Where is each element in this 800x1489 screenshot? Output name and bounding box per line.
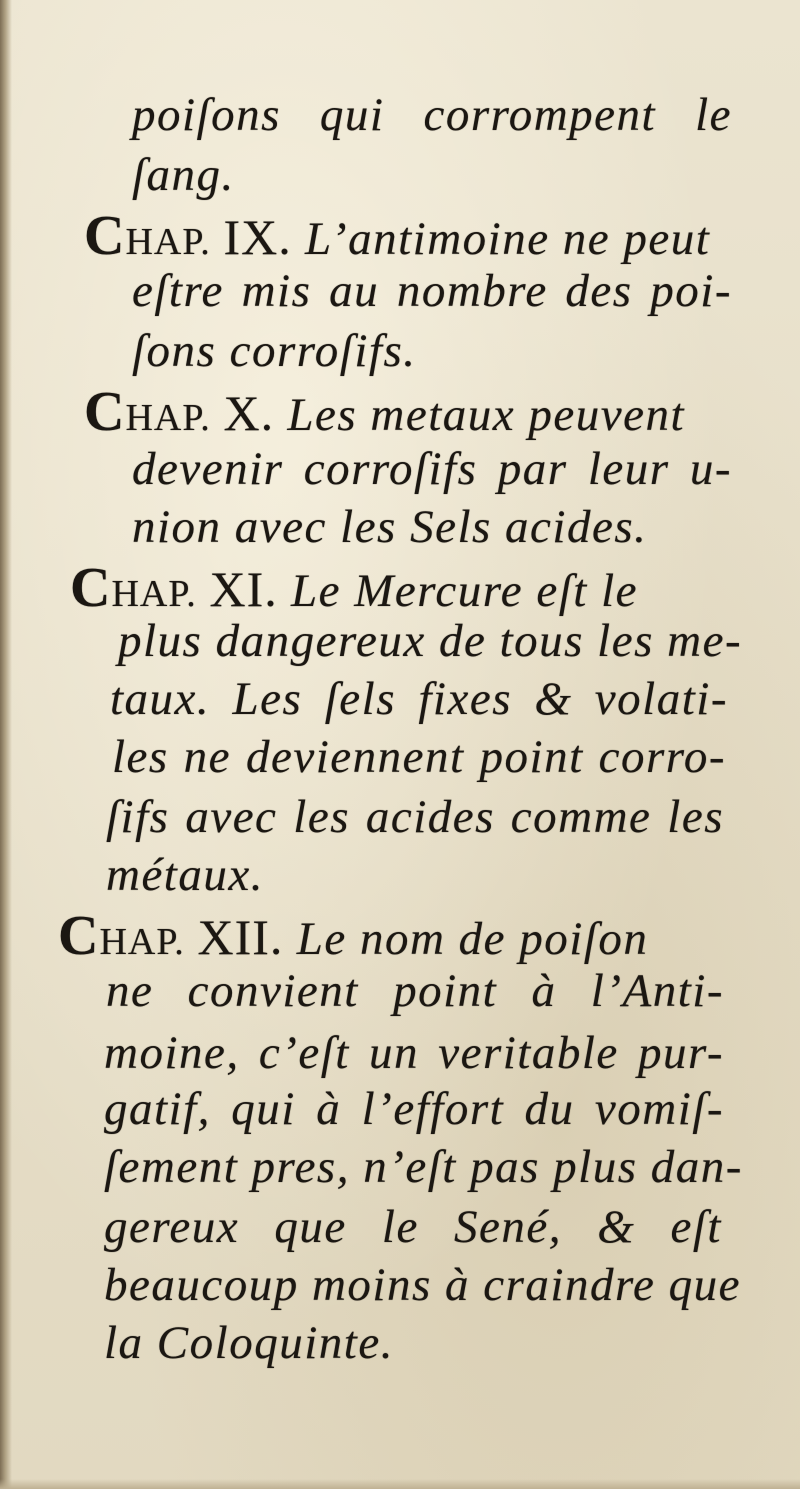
- chapter-label: CHAP. XII.: [58, 905, 284, 967]
- text-line: les ne deviennent point corro-: [112, 731, 726, 783]
- text-line: gatif, qui à l’effort du vomiſ-: [104, 1083, 724, 1135]
- text-line: métaux.: [106, 849, 264, 901]
- chapter-label: CHAP. IX.: [84, 205, 292, 267]
- text-line: ſang.: [132, 149, 235, 201]
- text-line: ſifs avec les acides comme les: [106, 791, 724, 843]
- text-line: devenir corroſifs par leur u-: [132, 443, 732, 495]
- chapter-title: Le nom de poiſon: [296, 913, 649, 965]
- chapter-label: CHAP. XI.: [70, 557, 278, 619]
- text-line: la Coloquinte.: [104, 1317, 394, 1369]
- text-line: ne convient point à l’Anti-: [106, 965, 724, 1017]
- text-line: poiſons qui corrompent le: [132, 89, 732, 141]
- chapter-label: CHAP. X.: [84, 381, 275, 443]
- chapter-title: L’antimoine ne peut: [305, 213, 711, 265]
- chapter-heading-ix: [84, 205, 729, 267]
- text-line: taux. Les ſels fixes & volati-: [110, 673, 728, 725]
- text-line: gereux que le Sené, & eſt: [104, 1201, 722, 1253]
- text-line: beaucoup moins à craindre que: [104, 1259, 741, 1311]
- chapter-title: Les metaux peuvent: [287, 389, 686, 441]
- text-line: plus dangereux de tous les me-: [118, 615, 743, 667]
- chapter-heading-xii: [58, 905, 726, 967]
- chapter-heading-x: [84, 381, 729, 443]
- chapter-heading-xi: [70, 557, 730, 619]
- chapter-title: Le Mercure eſt le: [291, 565, 639, 617]
- text-line: ſons corroſifs.: [132, 325, 417, 377]
- text-line: moine, c’eſt un veritable pur-: [104, 1027, 724, 1079]
- text-line: ſement pres, n’eſt pas plus dan-: [104, 1141, 743, 1193]
- text-line: nion avec les Sels acides.: [132, 501, 648, 553]
- text-line: eſtre mis au nombre des poi-: [132, 265, 732, 317]
